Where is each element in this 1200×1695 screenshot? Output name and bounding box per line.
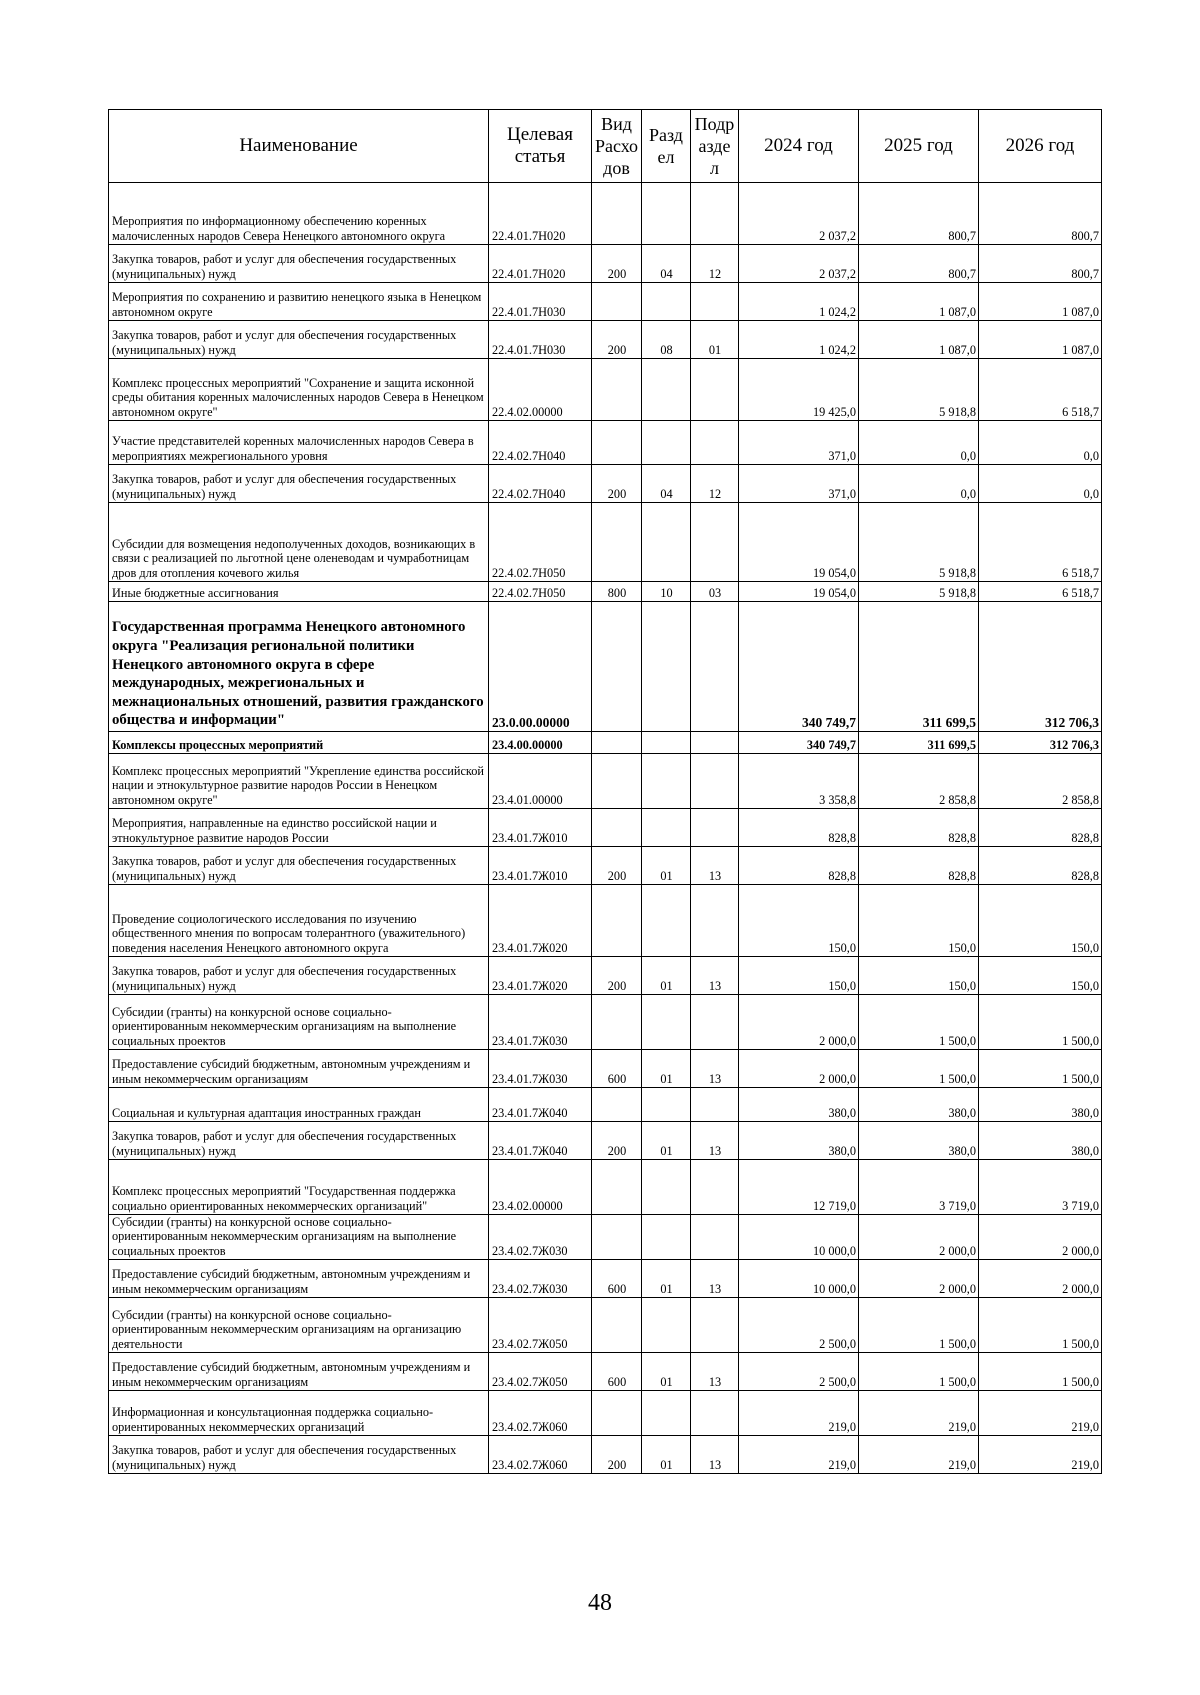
table-row [109, 582, 1102, 602]
cell-target-article: 22.4.02.7Н040 [489, 465, 592, 503]
cell-target-article: 23.4.02.7Ж050 [489, 1298, 592, 1353]
cell-amount-2026: 3 719,0 [979, 1160, 1102, 1215]
cell-amount-2025: 1 500,0 [859, 1298, 979, 1353]
cell-subsection: 13 [691, 1436, 739, 1474]
table-row [109, 503, 1102, 582]
cell-amount-2024: 2 037,2 [739, 183, 859, 245]
cell-subsection: 13 [691, 1353, 739, 1391]
cell-subsection: 01 [691, 321, 739, 359]
table-row [109, 245, 1102, 283]
cell-amount-2024: 219,0 [739, 1436, 859, 1474]
cell-expense-type: 600 [592, 1050, 642, 1088]
cell-section: 01 [642, 847, 691, 885]
table-row [109, 1298, 1102, 1353]
cell-name: Информационная и консультационная поддержка социально-ориентированных некоммерческих организаций [109, 1391, 489, 1436]
cell-amount-2025: 311 699,5 [859, 602, 979, 732]
cell-amount-2025: 219,0 [859, 1391, 979, 1436]
budget-table [108, 109, 1102, 1474]
cell-amount-2026: 6 518,7 [979, 359, 1102, 421]
cell-amount-2024: 19 425,0 [739, 359, 859, 421]
cell-name: Предоставление субсидий бюджетным, автономным учреждениям и иным некоммерческим организациям [109, 1260, 489, 1298]
cell-section: 04 [642, 465, 691, 503]
table-row [109, 359, 1102, 421]
cell-section [642, 1391, 691, 1436]
cell-expense-type [592, 359, 642, 421]
table-row [109, 283, 1102, 321]
cell-section [642, 1298, 691, 1353]
cell-target-article: 23.4.02.7Ж050 [489, 1353, 592, 1391]
cell-section: 01 [642, 957, 691, 995]
cell-subsection [691, 885, 739, 957]
cell-amount-2024: 340 749,7 [739, 602, 859, 732]
cell-target-article: 23.4.02.7Ж030 [489, 1215, 592, 1260]
cell-subsection [691, 503, 739, 582]
cell-name: Комплекс процессных мероприятий "Государственная поддержка социально ориентированных некоммерческих организаций" [109, 1160, 489, 1215]
cell-expense-type: 200 [592, 321, 642, 359]
cell-amount-2025: 800,7 [859, 183, 979, 245]
cell-expense-type [592, 283, 642, 321]
cell-expense-type [592, 503, 642, 582]
cell-amount-2025: 0,0 [859, 421, 979, 465]
cell-amount-2026: 219,0 [979, 1391, 1102, 1436]
cell-subsection [691, 754, 739, 809]
cell-subsection [691, 1391, 739, 1436]
cell-subsection: 12 [691, 245, 739, 283]
cell-subsection [691, 602, 739, 732]
header-expense-type: Вид Расхо дов [592, 110, 642, 183]
cell-expense-type: 600 [592, 1353, 642, 1391]
table-row [109, 183, 1102, 245]
cell-target-article: 22.4.02.7Н050 [489, 582, 592, 602]
cell-amount-2026: 1 500,0 [979, 1298, 1102, 1353]
cell-section: 04 [642, 245, 691, 283]
cell-target-article: 22.4.01.7Н030 [489, 283, 592, 321]
cell-subsection [691, 809, 739, 847]
cell-name: Закупка товаров, работ и услуг для обеспечения государственных (муниципальных) нужд [109, 957, 489, 995]
cell-section: 01 [642, 1122, 691, 1160]
header-year-2026: 2026 год [979, 110, 1102, 183]
header-section: Разд ел [642, 110, 691, 183]
cell-amount-2025: 2 000,0 [859, 1260, 979, 1298]
cell-name: Закупка товаров, работ и услуг для обеспечения государственных (муниципальных) нужд [109, 1436, 489, 1474]
table-row [109, 1215, 1102, 1260]
table-row [109, 1260, 1102, 1298]
table-row [109, 602, 1102, 732]
cell-amount-2025: 828,8 [859, 809, 979, 847]
cell-section [642, 754, 691, 809]
cell-expense-type: 200 [592, 957, 642, 995]
cell-subsection: 12 [691, 465, 739, 503]
cell-target-article: 23.4.01.7Ж020 [489, 885, 592, 957]
cell-name: Социальная и культурная адаптация иностранных граждан [109, 1088, 489, 1122]
table-row [109, 847, 1102, 885]
cell-expense-type [592, 602, 642, 732]
cell-amount-2025: 219,0 [859, 1436, 979, 1474]
cell-section: 01 [642, 1260, 691, 1298]
cell-name: Закупка товаров, работ и услуг для обеспечения государственных (муниципальных) нужд [109, 847, 489, 885]
cell-target-article: 23.4.00.00000 [489, 732, 592, 754]
cell-amount-2024: 2 000,0 [739, 995, 859, 1050]
cell-name: Предоставление субсидий бюджетным, автономным учреждениям и иным некоммерческим организациям [109, 1050, 489, 1088]
cell-amount-2026: 150,0 [979, 957, 1102, 995]
cell-amount-2026: 150,0 [979, 885, 1102, 957]
table-row [109, 995, 1102, 1050]
cell-target-article: 23.4.01.7Ж020 [489, 957, 592, 995]
cell-section: 01 [642, 1353, 691, 1391]
cell-amount-2025: 150,0 [859, 957, 979, 995]
cell-amount-2025: 5 918,8 [859, 582, 979, 602]
cell-name: Субсидии (гранты) на конкурсной основе социально-ориентированным некоммерческим организациям на выполнение социальных проектов [109, 1215, 489, 1260]
cell-amount-2025: 1 500,0 [859, 995, 979, 1050]
cell-expense-type [592, 183, 642, 245]
cell-amount-2024: 2 037,2 [739, 245, 859, 283]
cell-amount-2026: 0,0 [979, 421, 1102, 465]
cell-section: 08 [642, 321, 691, 359]
cell-amount-2026: 2 000,0 [979, 1260, 1102, 1298]
cell-name: Закупка товаров, работ и услуг для обеспечения государственных (муниципальных) нужд [109, 1122, 489, 1160]
header-year-2024: 2024 год [739, 110, 859, 183]
cell-expense-type [592, 1298, 642, 1353]
cell-target-article: 23.4.02.7Ж060 [489, 1436, 592, 1474]
cell-amount-2025: 2 000,0 [859, 1215, 979, 1260]
budget-sheet [108, 109, 1101, 1474]
cell-amount-2024: 3 358,8 [739, 754, 859, 809]
cell-amount-2026: 828,8 [979, 809, 1102, 847]
cell-subsection [691, 283, 739, 321]
table-row [109, 465, 1102, 503]
cell-amount-2025: 3 719,0 [859, 1160, 979, 1215]
cell-section [642, 1160, 691, 1215]
cell-name: Комплексы процессных мероприятий [109, 732, 489, 754]
cell-section [642, 503, 691, 582]
cell-amount-2024: 1 024,2 [739, 321, 859, 359]
table-row [109, 1050, 1102, 1088]
cell-amount-2026: 6 518,7 [979, 582, 1102, 602]
cell-amount-2026: 1 087,0 [979, 283, 1102, 321]
cell-amount-2026: 380,0 [979, 1088, 1102, 1122]
cell-target-article: 23.4.02.7Ж060 [489, 1391, 592, 1436]
cell-amount-2026: 800,7 [979, 245, 1102, 283]
cell-amount-2024: 150,0 [739, 957, 859, 995]
table-row [109, 957, 1102, 995]
cell-target-article: 22.4.01.7Н030 [489, 321, 592, 359]
cell-amount-2025: 0,0 [859, 465, 979, 503]
cell-amount-2025: 5 918,8 [859, 359, 979, 421]
cell-expense-type [592, 1088, 642, 1122]
cell-amount-2025: 800,7 [859, 245, 979, 283]
cell-target-article: 22.4.02.7Н040 [489, 421, 592, 465]
cell-subsection [691, 1298, 739, 1353]
cell-amount-2024: 12 719,0 [739, 1160, 859, 1215]
cell-amount-2025: 1 500,0 [859, 1353, 979, 1391]
cell-section [642, 732, 691, 754]
cell-amount-2024: 380,0 [739, 1122, 859, 1160]
table-body [109, 183, 1102, 1474]
cell-amount-2024: 10 000,0 [739, 1215, 859, 1260]
cell-expense-type [592, 1160, 642, 1215]
table-row [109, 421, 1102, 465]
cell-section [642, 421, 691, 465]
cell-expense-type [592, 1215, 642, 1260]
cell-amount-2025: 380,0 [859, 1088, 979, 1122]
cell-target-article: 23.4.01.7Ж030 [489, 1050, 592, 1088]
cell-name: Мероприятия по информационному обеспечению коренных малочисленных народов Севера Ненецкого автономного округа [109, 183, 489, 245]
cell-name: Иные бюджетные ассигнования [109, 582, 489, 602]
cell-subsection: 13 [691, 1050, 739, 1088]
cell-amount-2024: 340 749,7 [739, 732, 859, 754]
cell-amount-2025: 2 858,8 [859, 754, 979, 809]
cell-amount-2025: 1 087,0 [859, 321, 979, 359]
cell-subsection [691, 183, 739, 245]
cell-expense-type [592, 1391, 642, 1436]
cell-target-article: 23.4.01.7Ж040 [489, 1122, 592, 1160]
cell-amount-2025: 1 500,0 [859, 1050, 979, 1088]
cell-section [642, 995, 691, 1050]
cell-target-article: 23.4.02.00000 [489, 1160, 592, 1215]
cell-amount-2025: 380,0 [859, 1122, 979, 1160]
header-target-article: Целевая статья [489, 110, 592, 183]
cell-amount-2024: 2 000,0 [739, 1050, 859, 1088]
table-header-row [109, 110, 1102, 183]
cell-amount-2024: 371,0 [739, 421, 859, 465]
cell-amount-2024: 828,8 [739, 847, 859, 885]
cell-amount-2026: 0,0 [979, 465, 1102, 503]
cell-section [642, 183, 691, 245]
cell-name: Мероприятия, направленные на единство российской нации и этнокультурное развитие народов России [109, 809, 489, 847]
cell-amount-2026: 219,0 [979, 1436, 1102, 1474]
cell-target-article: 23.4.01.7Ж030 [489, 995, 592, 1050]
cell-name: Закупка товаров, работ и услуг для обеспечения государственных (муниципальных) нужд [109, 245, 489, 283]
cell-subsection [691, 995, 739, 1050]
cell-amount-2026: 2 000,0 [979, 1215, 1102, 1260]
cell-name: Государственная программа Ненецкого автономного округа "Реализация региональной политики Ненецкого автономного округа в сфере международных, межрегиональных и межнациональных отношений, развития гражданского общества и информации" [109, 602, 489, 732]
cell-name: Комплекс процессных мероприятий "Укрепление единства российской нации и этнокультурное развитие народов России в Ненецком автономном округе" [109, 754, 489, 809]
cell-target-article: 23.4.01.00000 [489, 754, 592, 809]
cell-subsection: 13 [691, 1122, 739, 1160]
cell-target-article: 23.4.01.7Ж010 [489, 809, 592, 847]
cell-section [642, 283, 691, 321]
cell-amount-2025: 828,8 [859, 847, 979, 885]
table-row [109, 732, 1102, 754]
cell-name: Субсидии для возмещения недополученных доходов, возникающих в связи с реализацией по льготной цене оленеводам и чумработницам дров для отопления кочевого жилья [109, 503, 489, 582]
cell-amount-2026: 1 500,0 [979, 995, 1102, 1050]
cell-expense-type: 200 [592, 1122, 642, 1160]
cell-section [642, 809, 691, 847]
cell-name: Предоставление субсидий бюджетным, автономным учреждениям и иным некоммерческим организациям [109, 1353, 489, 1391]
cell-amount-2026: 312 706,3 [979, 602, 1102, 732]
header-year-2025: 2025 год [859, 110, 979, 183]
cell-subsection [691, 421, 739, 465]
cell-target-article: 23.4.01.7Ж040 [489, 1088, 592, 1122]
cell-amount-2026: 1 087,0 [979, 321, 1102, 359]
cell-section [642, 1215, 691, 1260]
cell-target-article: 22.4.01.7Н020 [489, 245, 592, 283]
cell-amount-2026: 800,7 [979, 183, 1102, 245]
cell-section [642, 359, 691, 421]
cell-amount-2026: 828,8 [979, 847, 1102, 885]
cell-amount-2026: 1 500,0 [979, 1050, 1102, 1088]
cell-amount-2025: 1 087,0 [859, 283, 979, 321]
cell-subsection: 03 [691, 582, 739, 602]
cell-name: Закупка товаров, работ и услуг для обеспечения государственных (муниципальных) нужд [109, 321, 489, 359]
table-row [109, 1088, 1102, 1122]
cell-subsection: 13 [691, 847, 739, 885]
cell-name: Мероприятия по сохранению и развитию ненецкого языка в Ненецком автономном округе [109, 283, 489, 321]
cell-target-article: 22.4.01.7Н020 [489, 183, 592, 245]
cell-amount-2024: 2 500,0 [739, 1353, 859, 1391]
cell-amount-2024: 150,0 [739, 885, 859, 957]
cell-amount-2024: 371,0 [739, 465, 859, 503]
cell-subsection [691, 359, 739, 421]
cell-target-article: 22.4.02.00000 [489, 359, 592, 421]
cell-subsection [691, 1215, 739, 1260]
cell-subsection [691, 1160, 739, 1215]
cell-amount-2026: 1 500,0 [979, 1353, 1102, 1391]
table-row [109, 754, 1102, 809]
cell-expense-type [592, 995, 642, 1050]
cell-expense-type [592, 809, 642, 847]
cell-amount-2026: 2 858,8 [979, 754, 1102, 809]
cell-target-article: 23.4.01.7Ж010 [489, 847, 592, 885]
cell-name: Комплекс процессных мероприятий "Сохранение и защита исконной среды обитания коренных малочисленных народов Севера в Ненецком автономном округе" [109, 359, 489, 421]
cell-expense-type: 800 [592, 582, 642, 602]
cell-amount-2024: 10 000,0 [739, 1260, 859, 1298]
cell-name: Участие представителей коренных малочисленных народов Севера в мероприятиях межрегионального уровня [109, 421, 489, 465]
cell-expense-type [592, 421, 642, 465]
cell-expense-type: 200 [592, 1436, 642, 1474]
cell-amount-2026: 312 706,3 [979, 732, 1102, 754]
table-row [109, 1436, 1102, 1474]
cell-subsection [691, 1088, 739, 1122]
cell-subsection: 13 [691, 1260, 739, 1298]
page-number: 48 [588, 1590, 612, 1616]
cell-expense-type: 600 [592, 1260, 642, 1298]
table-row [109, 809, 1102, 847]
table-row [109, 1122, 1102, 1160]
cell-amount-2024: 828,8 [739, 809, 859, 847]
cell-amount-2024: 219,0 [739, 1391, 859, 1436]
cell-target-article: 23.4.02.7Ж030 [489, 1260, 592, 1298]
cell-amount-2024: 19 054,0 [739, 582, 859, 602]
header-subsection: Подр азде л [691, 110, 739, 183]
cell-expense-type: 200 [592, 245, 642, 283]
cell-name: Субсидии (гранты) на конкурсной основе социально-ориентированным некоммерческим организациям на организацию деятельности [109, 1298, 489, 1353]
table-row [109, 1353, 1102, 1391]
cell-amount-2025: 311 699,5 [859, 732, 979, 754]
cell-amount-2026: 6 518,7 [979, 503, 1102, 582]
cell-expense-type: 200 [592, 847, 642, 885]
cell-amount-2024: 1 024,2 [739, 283, 859, 321]
table-row [109, 1391, 1102, 1436]
cell-amount-2024: 19 054,0 [739, 503, 859, 582]
cell-amount-2026: 380,0 [979, 1122, 1102, 1160]
cell-amount-2025: 5 918,8 [859, 503, 979, 582]
cell-expense-type [592, 885, 642, 957]
cell-amount-2024: 380,0 [739, 1088, 859, 1122]
cell-subsection: 13 [691, 957, 739, 995]
cell-section [642, 885, 691, 957]
cell-section [642, 602, 691, 732]
cell-target-article: 23.0.00.00000 [489, 602, 592, 732]
cell-amount-2025: 150,0 [859, 885, 979, 957]
cell-name: Проведение социологического исследования по изучению общественного мнения по вопросам толерантного (уважительного) поведения населения Ненецкого автономного округа [109, 885, 489, 957]
table-row [109, 321, 1102, 359]
cell-section: 01 [642, 1050, 691, 1088]
table-row [109, 885, 1102, 957]
cell-amount-2024: 2 500,0 [739, 1298, 859, 1353]
cell-section: 10 [642, 582, 691, 602]
cell-expense-type [592, 732, 642, 754]
cell-subsection [691, 732, 739, 754]
cell-target-article: 22.4.02.7Н050 [489, 503, 592, 582]
table-row [109, 1160, 1102, 1215]
cell-name: Субсидии (гранты) на конкурсной основе социально-ориентированным некоммерческим организациям на выполнение социальных проектов [109, 995, 489, 1050]
header-name: Наименование [109, 110, 489, 183]
cell-expense-type: 200 [592, 465, 642, 503]
cell-section [642, 1088, 691, 1122]
cell-section: 01 [642, 1436, 691, 1474]
cell-name: Закупка товаров, работ и услуг для обеспечения государственных (муниципальных) нужд [109, 465, 489, 503]
cell-expense-type [592, 754, 642, 809]
